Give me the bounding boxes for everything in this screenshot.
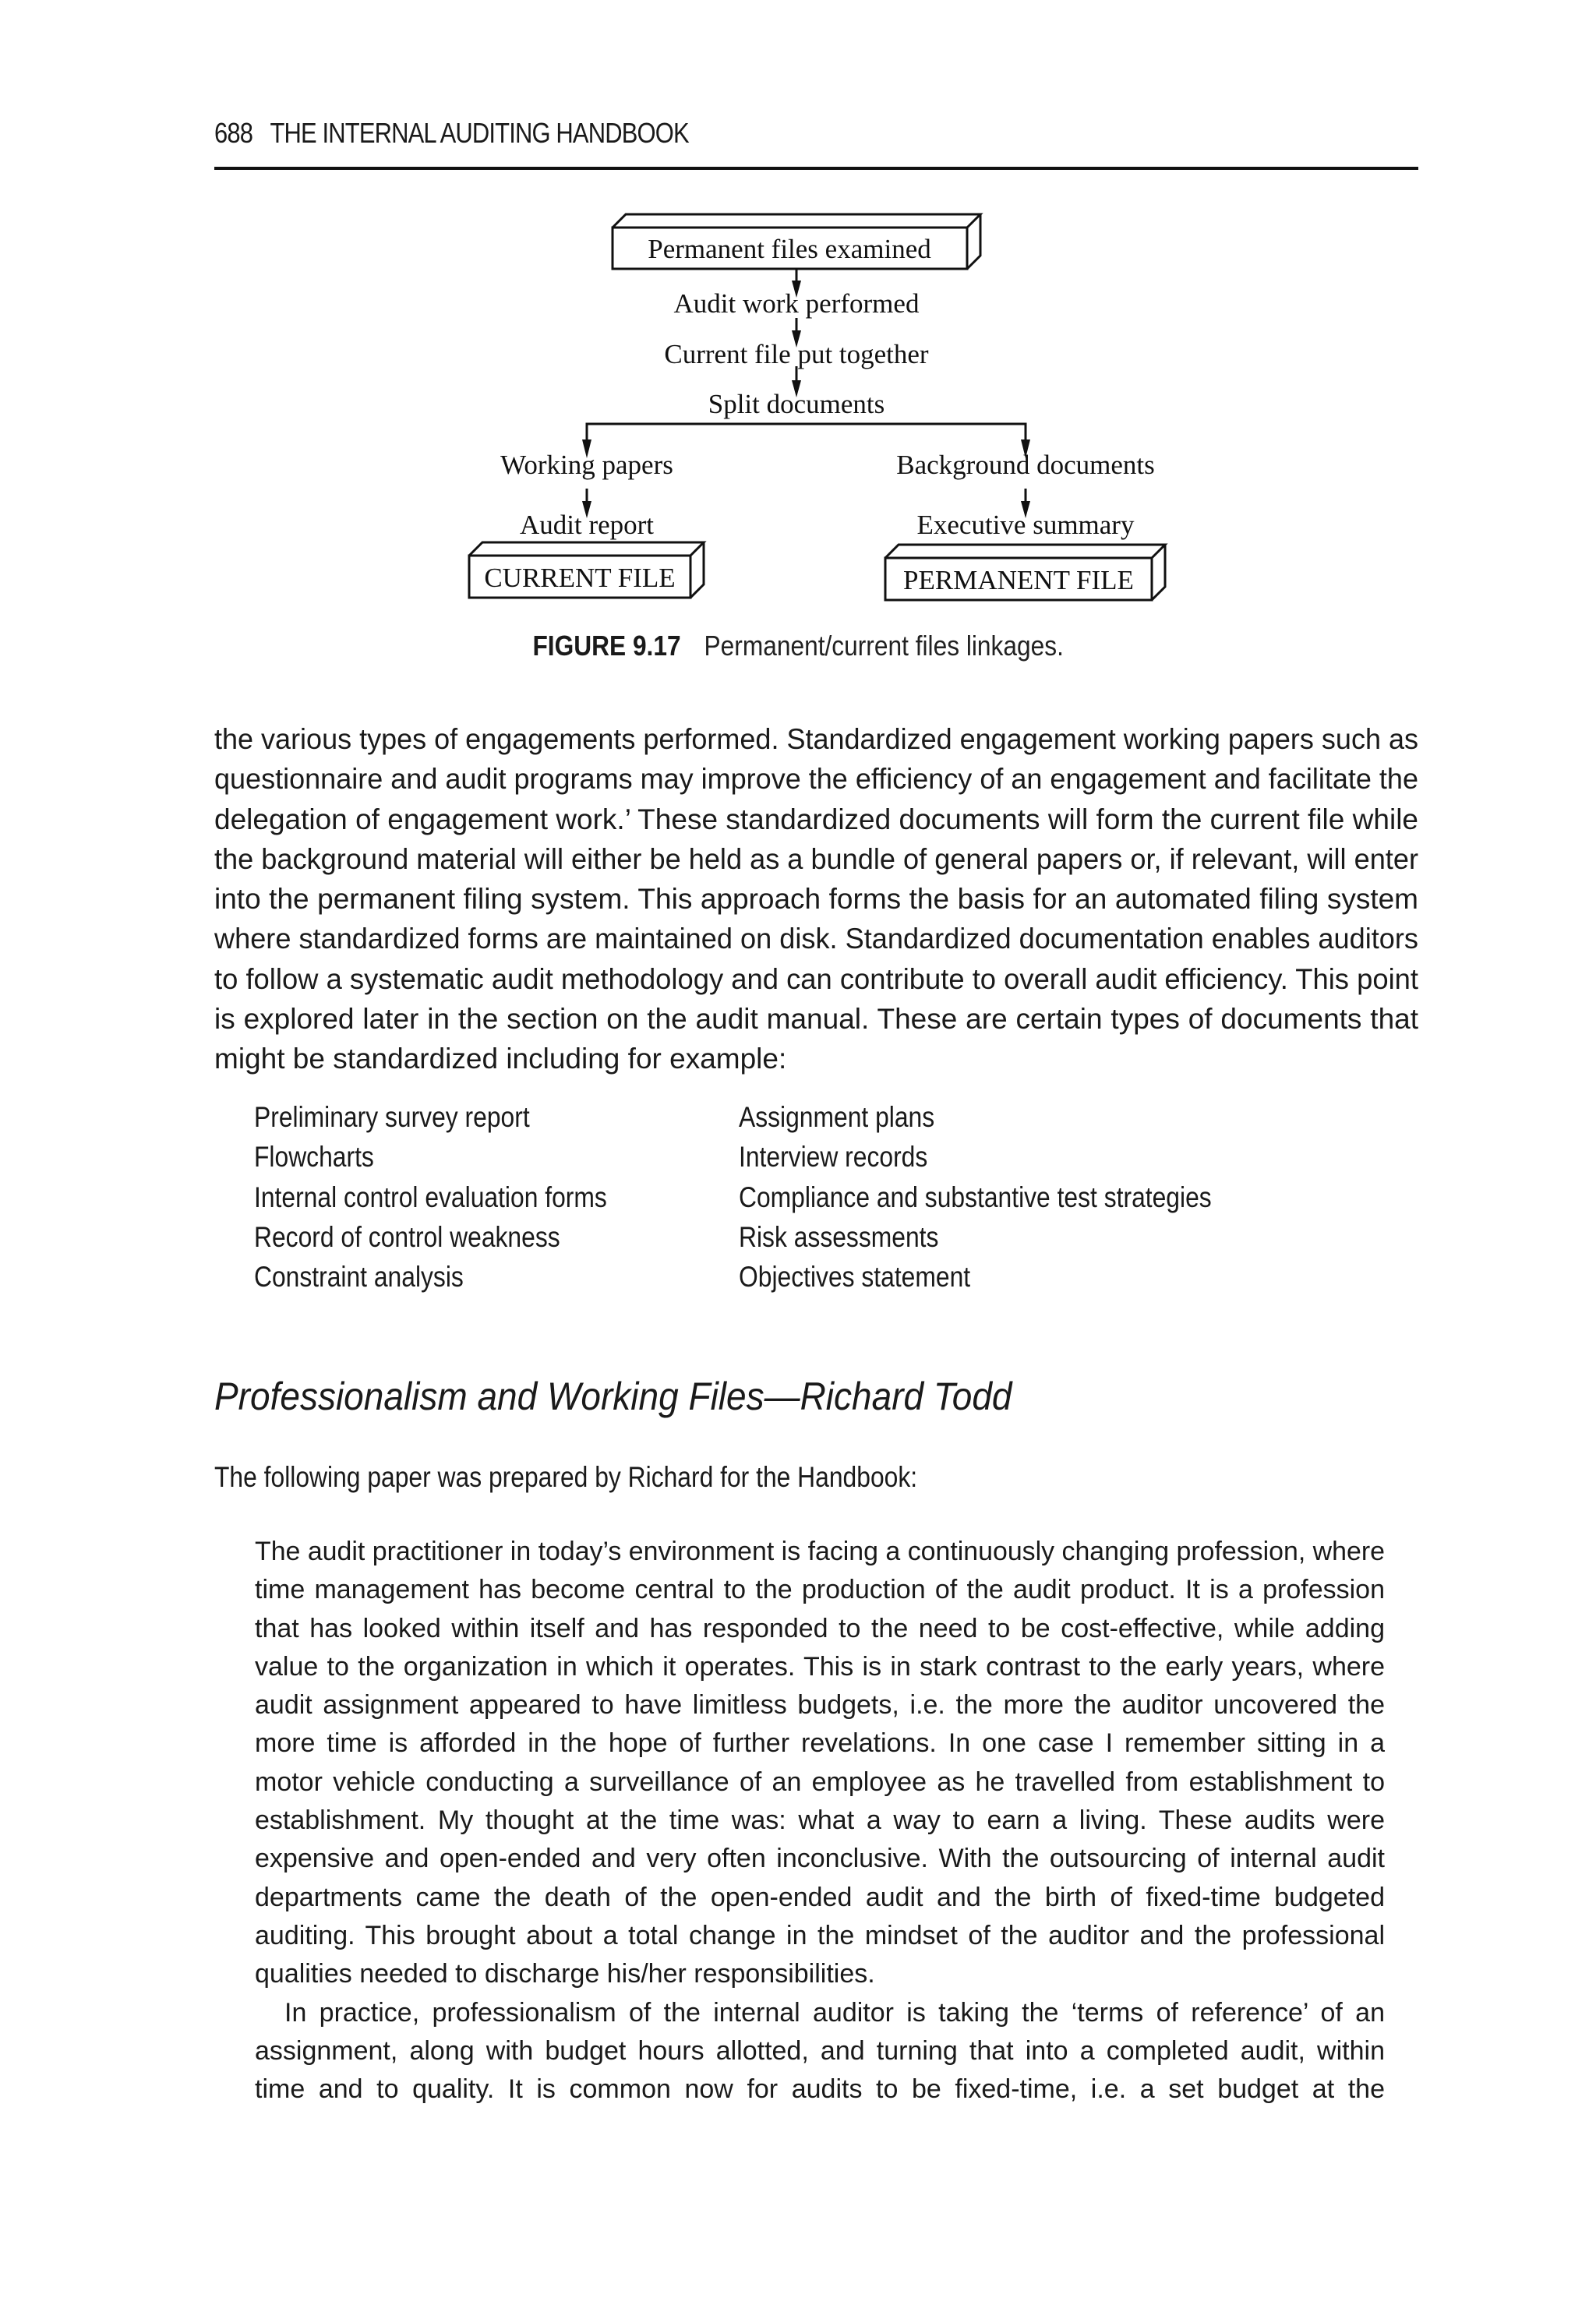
list-item: Record of control weakness [254, 1220, 560, 1253]
list-row [254, 1217, 1288, 1257]
book-title: THE INTERNAL AUDITING HANDBOOK [270, 117, 689, 149]
files-linkage-diagram [0, 0, 1596, 623]
paragraph-line: the background material will either be held as a bundle of general papers or, if relevant, will enter [214, 842, 1418, 875]
node-background-documents: Background documents [896, 450, 1155, 480]
paragraph-line: the various types of engagements performed. Standardized engagement working papers such as [214, 723, 1418, 755]
quote-line: time management has become central to the production of the audit product. It is a profession [255, 1575, 1385, 1605]
list-row [254, 1257, 1288, 1297]
list-item: Objectives statement [739, 1261, 971, 1294]
paragraph-line: delegation of engagement work.’ These standardized documents will form the current file while [214, 803, 1418, 835]
quote-line: that has looked within itself and has responded to the need to be cost-effective, while adding [255, 1613, 1385, 1643]
node-audit-report: Audit report [519, 510, 655, 540]
quote-line: more time is afforded in the hope of further revelations. In one case I remember sitting in a [255, 1728, 1385, 1759]
quote-line: The audit practitioner in today’s environment is facing a continuously changing profession, where [255, 1537, 1385, 1566]
paragraph-line: into the permanent filing system. This approach forms the basis for an automated filing system [214, 883, 1418, 916]
paragraph-line: might be standardized including for example: [214, 1043, 787, 1075]
quote-line: time and to quality. It is common now for audits to be fixed-time, i.e. a set budget at the [255, 2074, 1385, 2105]
list-item: Internal control evaluation forms [254, 1181, 607, 1213]
list-item: Preliminary survey report [254, 1101, 530, 1133]
list-item: Compliance and substantive test strategies [739, 1181, 1212, 1213]
quote-line: motor vehicle conducting a surveillance of an employee as he travelled from establishment to [255, 1767, 1385, 1797]
quote-line: auditing. This brought about a total change in the mindset of the auditor and the professional [255, 1920, 1385, 1950]
list-item: Assignment plans [739, 1101, 935, 1133]
quote-line: In practice, professionalism of the internal auditor is taking the ‘terms of reference’ of an [284, 1997, 1385, 2028]
paragraph-line: to follow a systematic audit methodology and can contribute to overall audit efficiency. This point [214, 962, 1418, 995]
list-item: Risk assessments [739, 1220, 939, 1253]
list-row [254, 1097, 1288, 1137]
standardized-documents-list [254, 1097, 1288, 1297]
page-number: 688 [214, 117, 253, 149]
figure-number: FIGURE 9.17 [532, 630, 681, 662]
quote-line: assignment, along with budget hours allotted, and turning that into a completed audit, within [255, 2035, 1385, 2066]
quote-line: value to the organization in which it operates. This is in stark contrast to the early years, where [255, 1651, 1385, 1682]
list-row [254, 1137, 1288, 1177]
quote-line: expensive and open-ended and very often inconclusive. With the outsourcing of internal audit [255, 1844, 1385, 1874]
quote-line: audit assignment appeared to have limitless budgets, i.e. the more the auditor uncovered the [255, 1690, 1385, 1721]
paragraph-line: is explored later in the section on the audit manual. These are certain types of documents that [214, 1003, 1418, 1036]
node-permanent-files-examined: Permanent files examined [648, 234, 931, 264]
node-permanent-file: PERMANENT FILE [903, 565, 1134, 595]
section-intro: The following paper was prepared by Richard for the Handbook: [214, 1461, 918, 1493]
quoted-paper [255, 1533, 1385, 2109]
node-audit-work-performed: Audit work performed [673, 288, 920, 319]
body-paragraph [214, 719, 1418, 1079]
node-current-file: CURRENT FILE [484, 563, 676, 593]
paragraph-line: questionnaire and audit programs may improve the efficiency of an engagement and facilitate the [214, 763, 1418, 796]
figure-caption [0, 630, 1596, 662]
node-working-papers: Working papers [500, 450, 673, 480]
quote-line: departments came the death of the open-ended audit and the birth of fixed-time budgeted [255, 1882, 1385, 1912]
node-current-file-put-together: Current file put together [664, 339, 929, 369]
node-executive-summary: Executive summary [916, 510, 1135, 540]
list-item: Interview records [739, 1141, 928, 1174]
section-heading: Professionalism and Working Files—Richard Todd [214, 1375, 1012, 1418]
node-split-documents: Split documents [708, 389, 885, 419]
figure-caption-text: Permanent/current files linkages. [704, 630, 1064, 662]
list-item: Constraint analysis [254, 1261, 464, 1294]
list-row [254, 1177, 1288, 1217]
paragraph-line: where standardized forms are maintained on disk. Standardized documentation enables auditors [214, 923, 1418, 955]
list-item: Flowcharts [254, 1141, 374, 1174]
quote-line: qualities needed to discharge his/her responsibilities. [255, 1959, 875, 1989]
quote-line: establishment. My thought at the time was: what a way to earn a living. These audits were [255, 1805, 1385, 1836]
